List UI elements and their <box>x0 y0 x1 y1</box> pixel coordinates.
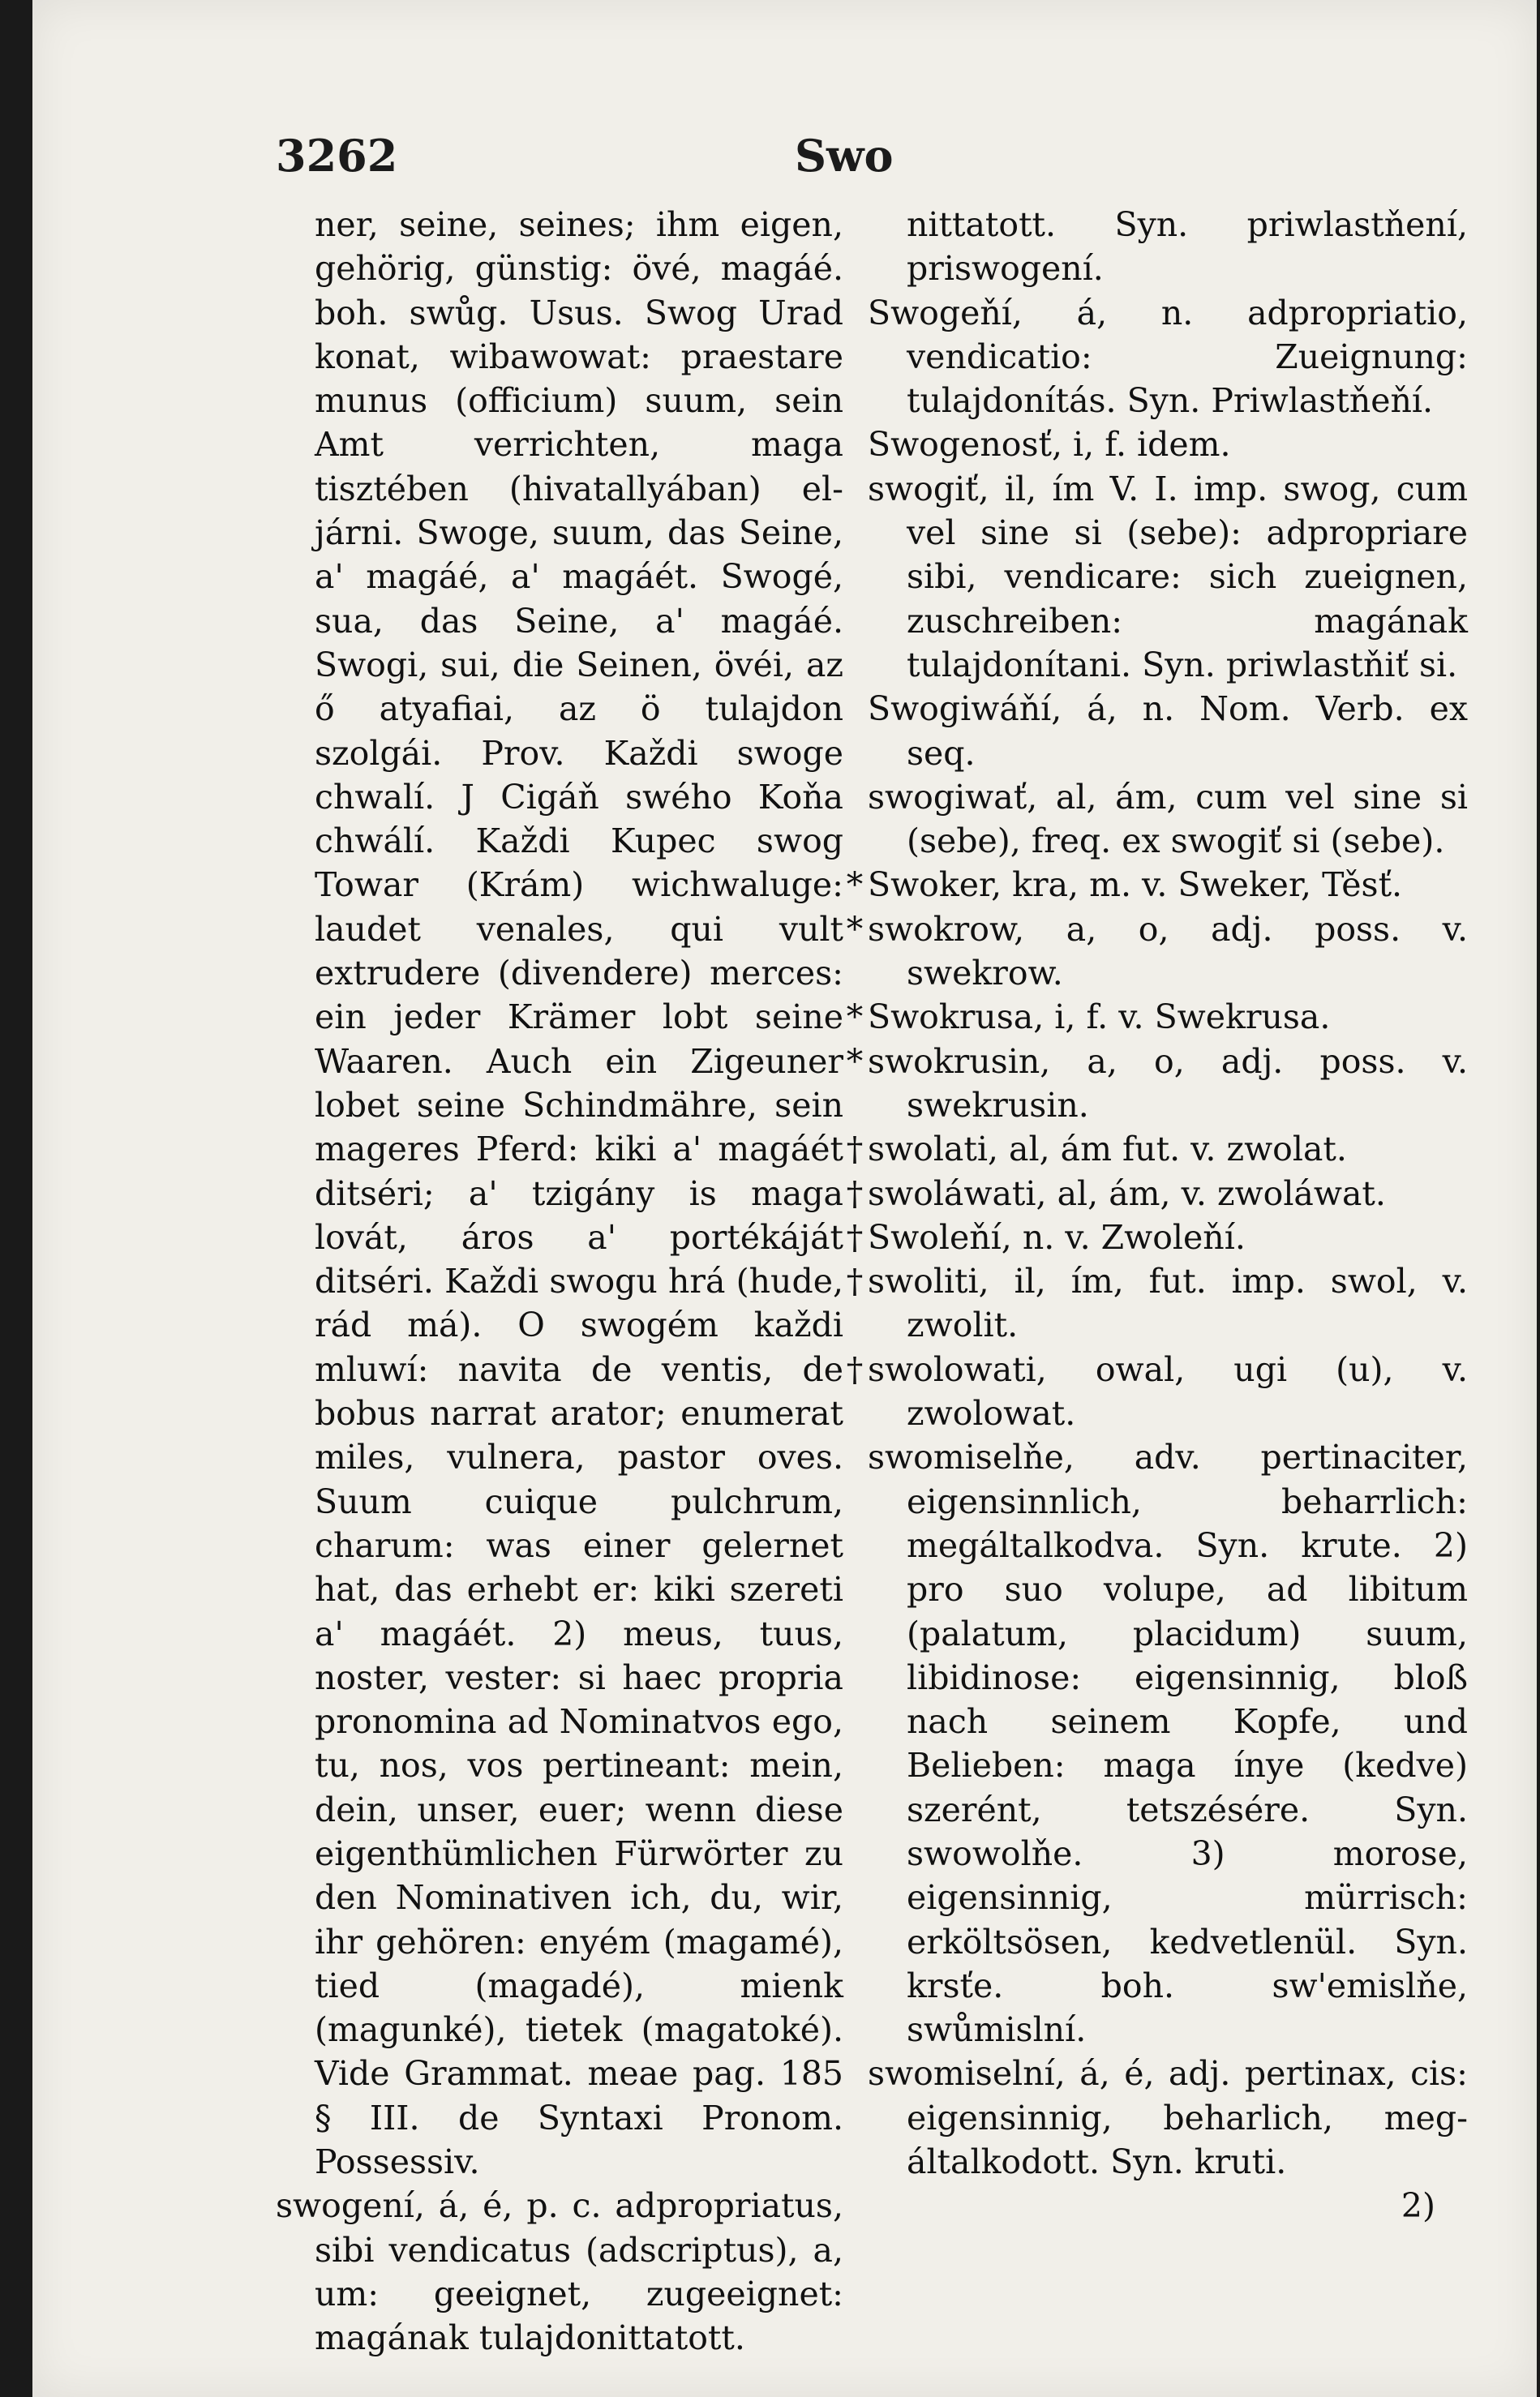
entry-swoker <box>846 863 1468 907</box>
entry-text: Swoker, kra, m. v. Sweker, Těsť. <box>868 865 1403 905</box>
entry-swogeni-noun: Swogeňí, á, n. adpropriatio, vendicatio: Zueignung: tulajdonítás. Syn. Priwlastňeňí. <box>868 293 1468 421</box>
dagger-mark: † <box>846 1262 864 1301</box>
entry-continuation: ner, seine, seines; ihm eigen, gehörig, günstig: övé, magáé. boh. swůg. Usus. Swog Urad konat, wibawowat: praestare munus (officium) suum, sein Amt verrichten, maga tisztében (hivatallyában) el-járni. Swoge, suum, das Seine, a' magáé, a' magáét. Swogé, sua, das Seine, a' magáé. Swogi, sui, die Seinen, övéi, az ő atyafiai, az ö tulajdon szolgái. Prov. Každi swoge chwalí. J Cigáň swého Koňa chwálí. Každi Kupec swog Towar (Krám) wichwaluge: laudet venales, qui vult extrudere (divendere) merces: ein jeder Krämer lobt seine Waaren. Auch ein Zigeuner lobet seine Schindmähre, sein mageres Pferd: kiki a' magáét ditséri; a' tzigány is maga lovát, áros a' portékáját ditséri. Každi swogu hrá (hude, rád má). O swogém každi mluwí: navita de ventis, de bobus narrat arator; enumerat miles, vulnera, pastor oves. Suum cuique pulchrum, charum: was einer gelernet hat, das erhebt er: kiki szereti a' magáét. 2) meus, tuus, noster, vester: si haec propria pronomina ad Nominatvos ego, tu, nos, vos pertineant: mein, dein, unser, euer; wenn diese eigenthümlichen Fürwörter zu den Nominativen ich, du, wir, ihr gehören: enyém (magamé), tied (magadé), mienk (magunké), tietek (magatoké). Vide Grammat. meae pag. 185 § III. de Syntaxi Pronom. Possessiv. <box>315 205 843 2182</box>
entry-text: swolati, al, ám fut. v. zwolat. <box>868 1130 1347 1169</box>
entry-swogit: swogiť, il, ím V. I. imp. swog, cum vel sine si (sebe): adpropriare sibi, vendicare: sich zueignen, zuschreiben: magának tulajdonítani. Syn. priwlastňiť si. <box>868 469 1468 684</box>
entry-swogenost: Swogenosť, i, f. idem. <box>868 425 1231 465</box>
entry-text: swokrow, a, o, adj. poss. v. swekrow. <box>868 909 1468 993</box>
entry-swogiwani: Swogiwáňí, á, n. Nom. Verb. ex seq. <box>868 689 1468 773</box>
entry-swogiwat: swogiwať, al, ám, cum vel sine si (sebe), freq. ex swogiť si (sebe). <box>868 777 1468 861</box>
entry-text: Swoleňí, n. v. Zwoleňí. <box>868 1217 1246 1257</box>
entry-swoliti <box>846 1259 1468 1348</box>
asterisk-mark: * <box>846 909 864 949</box>
entry-swogeni: swogení, á, é, p. c. adpropriatus, sibi vendicatus (adscriptus), a, um: geeignet, zugeeignet: magának tulajdonittatott. <box>276 2186 843 2358</box>
entry-swolawati <box>846 1172 1468 1216</box>
entry-text: swoliti, il, ím, fut. imp. swol, v. zwolit. <box>868 1262 1468 1345</box>
left-column <box>276 203 843 2361</box>
entry-swoleni <box>846 1216 1468 1259</box>
entry-continuation-right: nittatott. Syn. priwlastňení, priswogení. <box>907 205 1468 289</box>
entry-swokrow <box>846 907 1468 996</box>
entry-swolati <box>846 1127 1468 1171</box>
dagger-mark: † <box>846 1173 864 1213</box>
entry-swokrusa <box>846 995 1468 1039</box>
dagger-mark: † <box>846 1349 864 1389</box>
entry-swolowati <box>846 1348 1468 1436</box>
asterisk-mark: * <box>846 997 864 1037</box>
entry-text: Swokrusa, i, f. v. Swekrusa. <box>868 997 1331 1037</box>
entry-text: swoláwati, al, ám, v. zwoláwat. <box>868 1173 1386 1213</box>
entry-swokrusin <box>846 1040 1468 1128</box>
dagger-mark: † <box>846 1217 864 1257</box>
running-head: Swo <box>795 130 894 182</box>
entry-text: swolowati, owal, ugi (u), v. zwolowat. <box>868 1349 1468 1434</box>
asterisk-mark: * <box>846 865 864 905</box>
dictionary-page <box>32 0 1537 2397</box>
page-header <box>276 114 1476 182</box>
entry-text: swokrusin, a, o, adj. poss. v. swekrusin. <box>868 1041 1468 1125</box>
asterisk-mark: * <box>846 1041 864 1081</box>
page-number: 3262 <box>276 130 398 182</box>
entry-swomiselne: swomiselňe, adv. pertinaciter, eigensinnlich, beharrlich: megáltalkodva. Syn. krute. 2) pro suo volupe, ad libitum (palatum, placidum) suum, libidinose: eigensinnig, bloß nach seinem Kopfe, und Belieben: maga ínye (kedve) szerént, tetszésére. Syn. swowolňe. 3) morose, eigensinnig, mürrisch: erköltsösen, kedvetlenül. Syn. krsťe. boh. sw'emislňe, swůmislní. <box>868 1438 1468 2050</box>
entry-swomiselni: swomiselní, á, é, adj. pertinax, cis: eigensinnig, beharlich, meg-általkodott. Syn. kruti. <box>868 2054 1468 2182</box>
continuation-marker: 2) <box>1401 2186 1435 2226</box>
dagger-mark: † <box>846 1130 864 1169</box>
right-column <box>846 203 1468 2228</box>
